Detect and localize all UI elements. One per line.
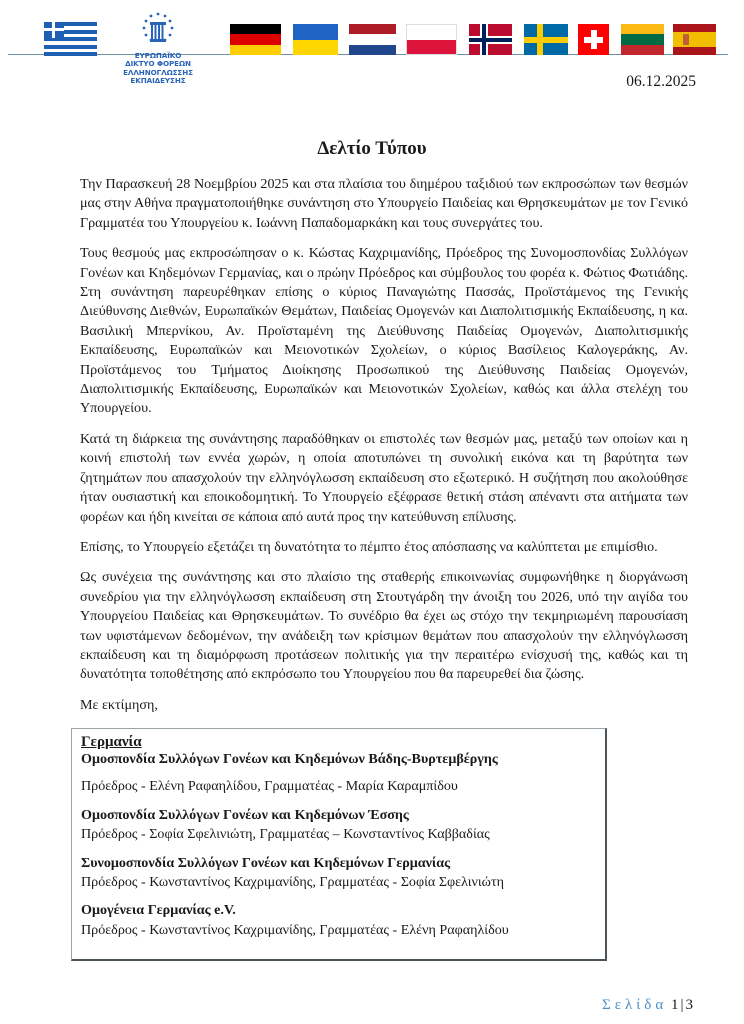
page-footer (602, 997, 693, 1014)
organization-officers: Πρόεδρος - Κωνσταντίνος Καχριμανίδης, Γραμματέας - Ελένη Ραφαηλίδου (81, 921, 509, 938)
signatory-organization (81, 901, 596, 940)
signatory-organization (81, 806, 596, 845)
page-label: Σελίδα (601, 997, 668, 1013)
organization-logo (118, 10, 198, 88)
sweden-flag-icon (524, 24, 568, 55)
organization-officers: Πρόεδρος - Σοφία Σφελινιώτη, Γραμματέας – Κωνσταντίνος Καββαδίας (81, 826, 490, 843)
document-title: Δελτίο Τύπου (317, 138, 427, 159)
signatory-organization (81, 854, 596, 893)
organization-name: Ομοσπονδία Συλλόγων Γονέων και Κηδεμόνων Έσσης (81, 806, 409, 823)
signatories-country: Γερμανία (81, 734, 142, 750)
organization-officers: Πρόεδρος - Κωνσταντίνος Καχριμανίδης, Γραμματέας - Σοφία Σφελινιώτη (81, 874, 504, 891)
page-number: 1 (670, 997, 679, 1013)
ukraine-flag-icon (293, 24, 338, 55)
total-pages: 3 (685, 997, 693, 1013)
lithuania-flag-icon (621, 24, 664, 55)
organization-name: Συνομοσπονδία Συλλόγων Γονέων και Κηδεμόνων Γερμανίας (81, 854, 451, 871)
paragraph-secondment: Επίσης, το Υπουργείο εξετάζει τη δυνατότητα το πέμπτο έτος απόσπασης να καλύπτεται με επιμίσθιο. (80, 538, 658, 555)
organization-name: Ομογένεια Γερμανίας e.V. (81, 902, 236, 919)
column-stars-icon (136, 10, 180, 52)
page-separator: | (680, 997, 684, 1013)
spain-flag-icon (673, 24, 716, 55)
greece-flag-icon (44, 22, 97, 56)
signatory-organization (81, 750, 596, 797)
organization-officers: Πρόεδρος - Ελένη Ραφαηλίδου, Γραμματέας - Μαρία Καραμπίδου (81, 778, 458, 795)
document-body (80, 175, 688, 726)
norway-flag-icon (469, 24, 512, 55)
paragraph-discussion: Κατά τη διάρκεια της συνάντησης παραδόθηκαν οι επιστολές των θεσμών μας, μεταξύ των οποίων και η κοινή επιστολή των εννέα χωρών, η οποία αποτυπώνει τη συνολική εικόνα και τη βαρύτητα των ζητημάτων που απασχολούν την ελληνόγλωσση εκπαίδευση στο εξωτερικό. Η συζήτηση που ακολούθησε ήταν ουσιαστική και εποικοδομητική. Το Υπουργείο εξέφρασε θετική στάση απέναντι στα αιτήματα των φορέων και ήδη κινείται σε κάποια από αυτά προς την κατεύθυνση επίλυσης. (80, 430, 688, 525)
paragraph-intro: Την Παρασκευή 28 Νοεμβρίου 2025 και στα πλαίσια του διημέρου ταξιδιού των εκπροσώπων των θεσμών μας στην Αθήνα πραγματοποιήθηκε συνάντηση στο Υπουργείο Παιδείας και Θρησκευμάτων με τον Γενικό Γραμματέα του Υπουργείου κ. Ιωάννη Παπαδομαρκάκη και τους συνεργάτες του. (80, 176, 688, 231)
switzerland-flag-icon (578, 24, 609, 55)
germany-flag-icon (230, 24, 281, 55)
closing-salutation: Με εκτίμηση, (80, 696, 158, 713)
signatories-box (71, 728, 607, 961)
poland-flag-icon (406, 24, 457, 55)
paragraph-conference: Ως συνέχεια της συνάντησης και στο πλαίσιο της σταθερής επικοινωνίας συμφωνήθηκε η διοργάνωση συνεδρίου για την ελληνόγλωσση εκπαίδευση στη Στουτγάρδη την άνοιξη του 2026, υπό την αιγίδα του Υπουργείου Παιδείας και Θρησκευμάτων. Το συνέδριο θα έχει ως στόχο την τεκμηριωμένη παρουσίαση των υφιστάμενων δεδομένων, την ανάδειξη των κρίσιμων θεμάτων που απασχολούν την ελληνόγλωσση εκπαίδευση και τη διαμόρφωση προτάσεων πολιτικής για την περαιτέρω ενίσχυσή της, καθώς και τη δυνατότητα τοποθέτησης από εκπρόσωπο του Υπουργείου που θα παρευρεθεί δια ζώσης. (80, 569, 688, 683)
paragraph-representatives: Τους θεσμούς μας εκπροσώπησαν ο κ. Κώστας Καχριμανίδης, Πρόεδρος της Συνομοσπονδίας Συλλόγων Γονέων και Κηδεμόνων Γερμανίας, και ο πρώην Πρόεδρος και σύμβουλος του φορέα κ. Φώτιος Φωτιάδης. Στη συνάντηση παρευρέθηκαν επίσης ο κύριος Παναγιώτης Πασσάς, Προϊστάμενος της Γενικής Διεύθυνσης Διεθνών, Ευρωπαϊκών Θεμάτων, Παιδείας Ομογενών και Διαπολιτισμικής Εκπαίδευσης, η κα. Βασιλική Μπερνίκου, Αν. Προϊσταμένη της Διεύθυνσης Παιδείας Ομογενών, Διαπολιτισμικής Εκπαίδευσης, Ευρωπαϊκών και Μειονοτικών Σχολείων, ο κύριος Βασίλειος Καλογεράκης, Αν. Προϊστάμενος του Τμήματος Διοίκησης Προσωπικού της Διεύθυνσης Παιδείας Ομογενών, Διαπολιτισμικής Εκπαίδευσης, Ευρωπαϊκών και Μειονοτικών Σχολείων, καθώς και άλλα στελέχη του Υπουργείου. (80, 245, 688, 417)
document-date: 06.12.2025 (626, 73, 696, 90)
logo-text: ΕΥΡΩΠΑΪΚΟ ΔΙΚΤΥΟ ΦΟΡΕΩΝ ΕΛΛΗΝΟΓΛΩΣΣΗΣ ΕΚΠΑΙΔΕΥΣΗΣ (123, 51, 193, 86)
netherlands-flag-icon (349, 24, 396, 55)
organization-name: Ομοσπονδία Συλλόγων Γονέων και Κηδεμόνων Βάδης-Βυρτεμβέργης (81, 751, 498, 767)
